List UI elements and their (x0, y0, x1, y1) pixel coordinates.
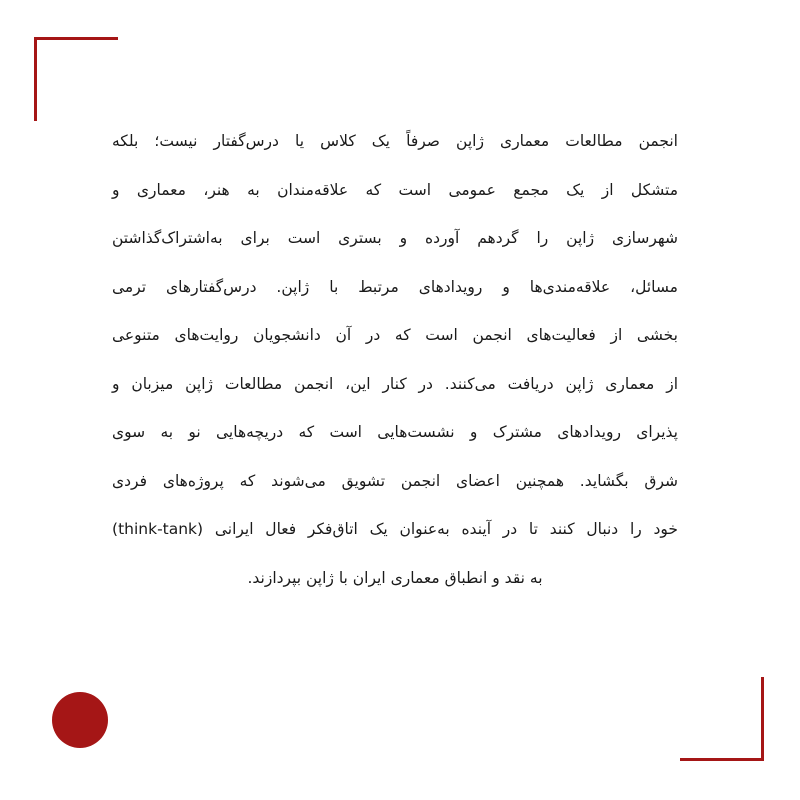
top-left-frame-horizontal (34, 37, 118, 40)
top-left-frame-vertical (34, 37, 37, 121)
bottom-right-frame-horizontal (680, 758, 764, 761)
paragraph-line-last: به نقد و انطباق معماری ایران با ژاپن بپردازند. (247, 568, 543, 587)
paragraph-line: انجمن مطالعات معماری ژاپن صرفاً یک کلاس یا درس‌گفتار نیست؛ بلکه (112, 132, 678, 150)
decorative-dot-icon (52, 692, 108, 748)
paragraph-line: مسائل، علاقه‌مندی‌ها و رویدادهای مرتبط با ژاپن. درس‌گفتارهای ترمی (112, 277, 678, 296)
paragraph-line: متشکل از یک مجمع عمومی است که علاقه‌مندان به هنر، معماری و (112, 180, 678, 199)
paragraph-line: خود را دنبال کنند تا در آینده به‌عنوان یک اتاق‌فکر فعال ایرانی (think-tank) (112, 520, 678, 538)
paragraph-line: شهرسازی ژاپن را گردهم آورده و بستری است برای به‌اشتراک‌گذاشتن (112, 229, 678, 247)
bottom-right-frame-vertical (761, 677, 764, 761)
paragraph-line: از معماری ژاپن دریافت می‌کنند. در کنار این، انجمن مطالعات ژاپن میزبان و (112, 374, 678, 393)
paragraph-text (112, 117, 678, 602)
paragraph-line: پذیرای رویدادهای مشترک و نشست‌هایی است که دریچه‌هایی نو به سوی (112, 423, 678, 441)
paragraph-line: بخشی از فعالیت‌های انجمن است که در آن دانشجویان روایت‌های متنوعی (112, 326, 678, 344)
paragraph-line: شرق بگشاید. همچنین اعضای انجمن تشویق می‌شوند که پروژه‌های فردی (112, 471, 678, 490)
